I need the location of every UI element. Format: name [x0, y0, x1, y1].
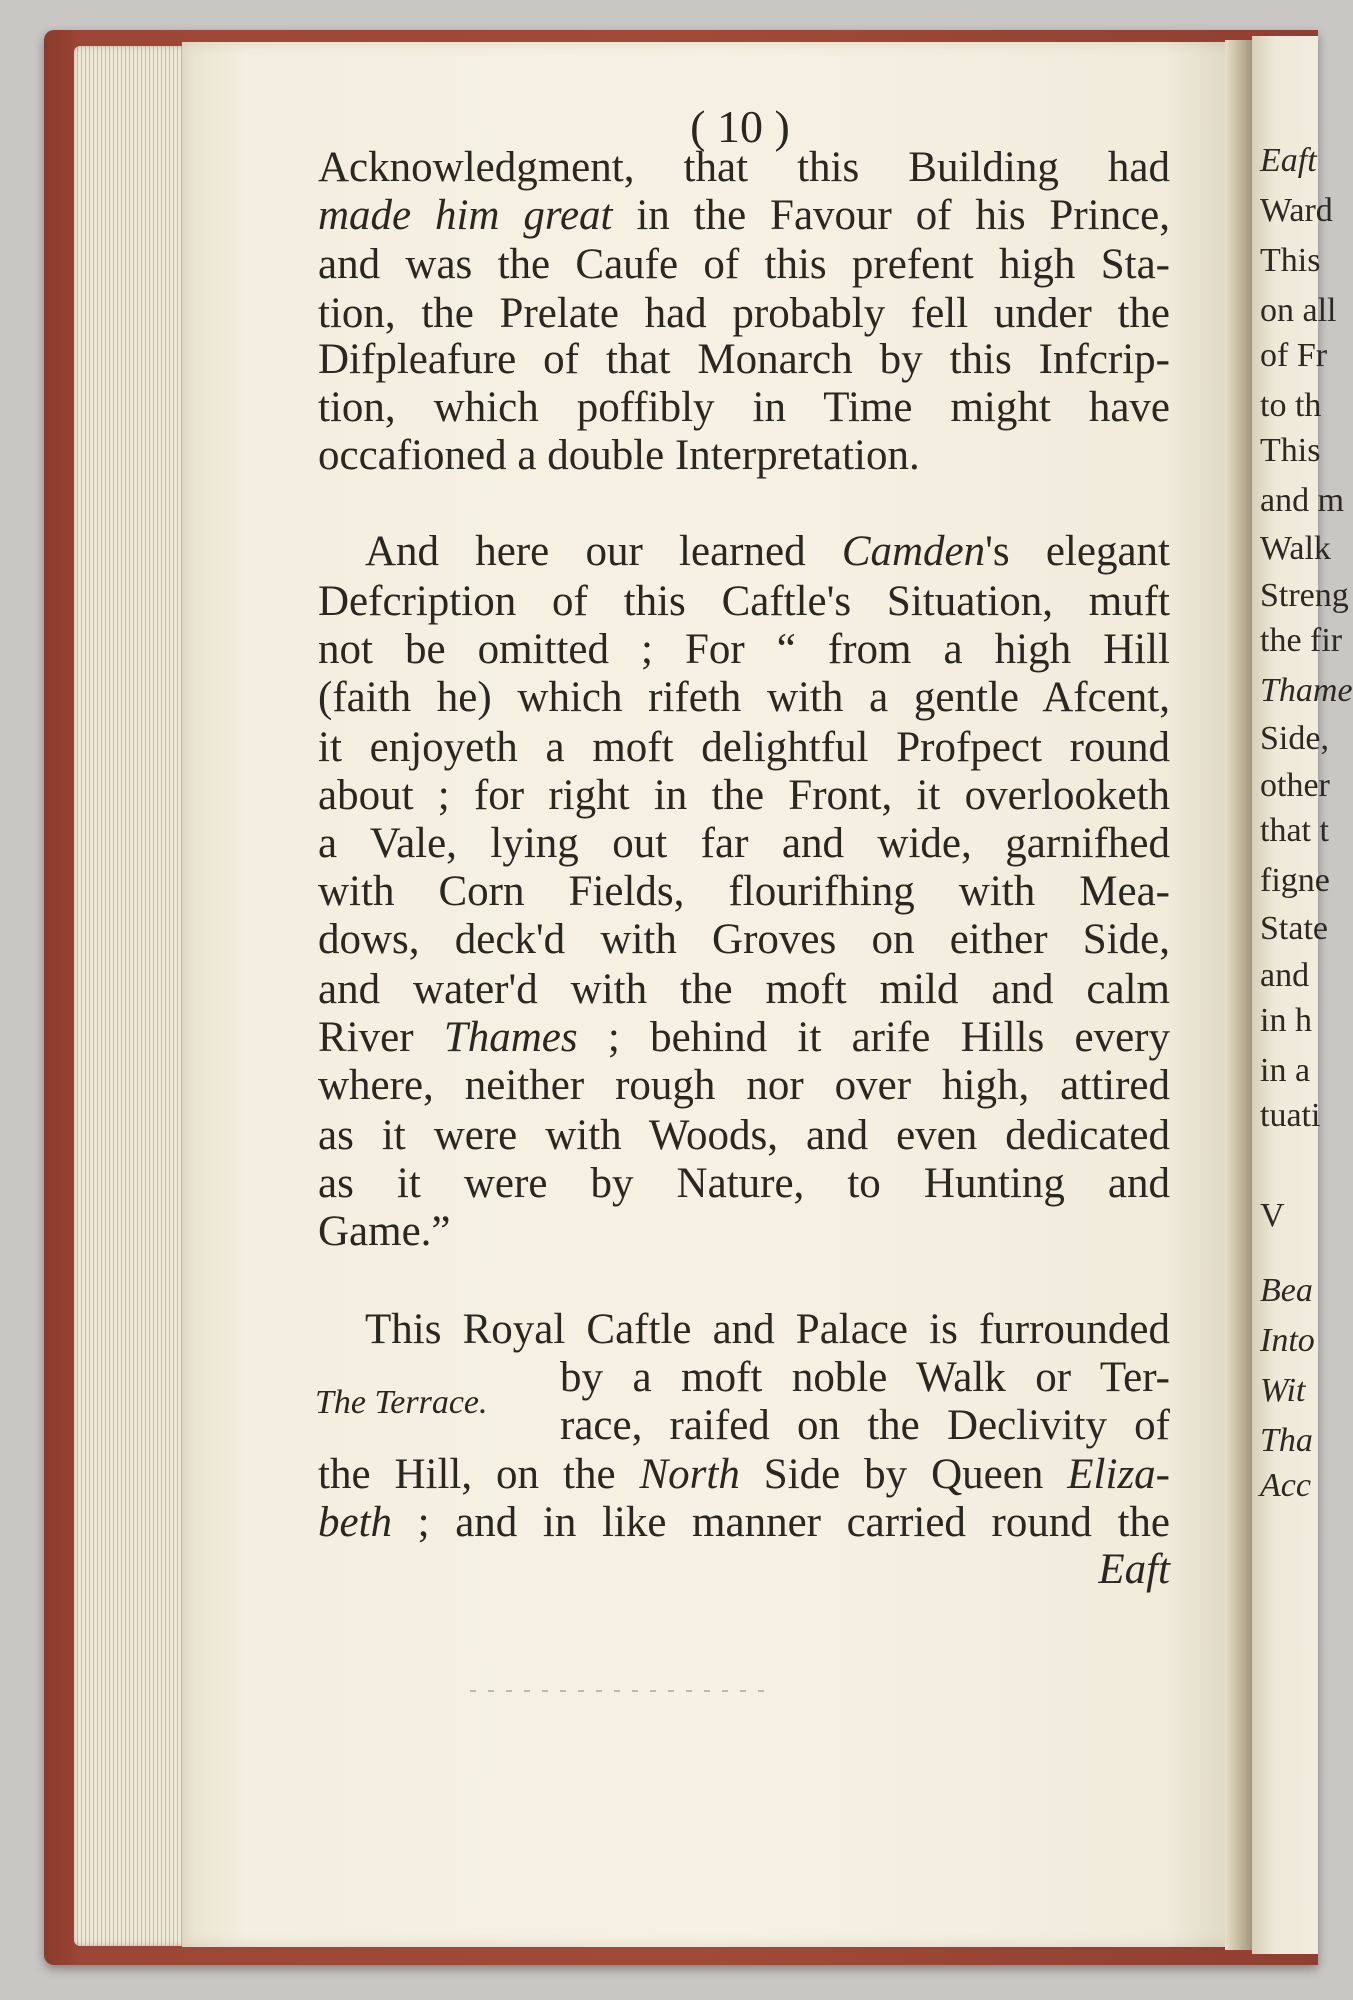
text-run: it enjoyeth a moft delightful Profpect round: [318, 724, 1170, 771]
text-line: [318, 916, 1170, 964]
facing-page-fragment: V: [1260, 1197, 1285, 1234]
text-run: Acknowledgment, that this Building had: [318, 144, 1170, 191]
facing-page-fragment: Bea: [1260, 1272, 1313, 1309]
facing-page-fragment: to th: [1260, 387, 1322, 424]
text-line: [318, 772, 1170, 820]
facing-page-fragment: of Fr: [1260, 337, 1328, 374]
text-run: And here our learned: [365, 528, 842, 575]
italic-text: Thames: [443, 1014, 578, 1061]
facing-page-fragment: other: [1260, 767, 1330, 804]
text-run: race, raifed on the Declivity of: [560, 1402, 1170, 1449]
text-run: about ; for right in the Front, it overlooketh: [318, 772, 1170, 819]
stray-ink-mark: [470, 1690, 770, 1692]
text-run: ; and in like manner carried round the: [392, 1499, 1170, 1546]
text-line: [365, 1306, 1170, 1354]
text-line: [318, 384, 1170, 432]
facing-page-fragment: the fir: [1260, 622, 1343, 659]
italic-text: beth: [318, 1499, 393, 1546]
text-line: [318, 1499, 1170, 1547]
facing-page-fragment: This: [1260, 242, 1321, 279]
text-run: as it were by Nature, to Hunting and: [318, 1160, 1170, 1207]
facing-page-fragment: Streng: [1260, 577, 1349, 614]
text-line: [560, 1402, 1170, 1450]
facing-page-fragment: in h: [1260, 1002, 1312, 1039]
facing-page-fragment: Wit: [1260, 1372, 1306, 1409]
text-line: [318, 626, 1170, 674]
text-run: dows, deck'd with Groves on either Side,: [318, 916, 1170, 963]
text-run: ; behind it arife Hills every: [577, 1014, 1170, 1061]
text-run: as it were with Woods, and even dedicated: [318, 1112, 1170, 1159]
facing-page-fragment: Ward: [1260, 192, 1333, 229]
text-line: [318, 820, 1170, 868]
facing-page: [1252, 36, 1353, 1954]
text-line: [318, 966, 1170, 1014]
text-run: tion, the Prelate had probably fell under the: [318, 290, 1170, 337]
text-line: [318, 1062, 1170, 1110]
text-line: [318, 674, 1170, 722]
text-run: River: [318, 1014, 444, 1061]
text-line: [318, 241, 1170, 289]
text-line: [318, 290, 1170, 338]
facing-page-fragment: State: [1260, 910, 1328, 947]
italic-text: Camden: [841, 528, 986, 575]
text-line: [318, 724, 1170, 772]
text-run: This Royal Caftle and Palace is furrounded: [365, 1306, 1170, 1353]
facing-page-fragment: and m: [1260, 482, 1345, 519]
facing-page-fragment: Tha: [1260, 1422, 1313, 1459]
text-line: [318, 1014, 1170, 1062]
facing-page-fragment: Side,: [1260, 720, 1329, 757]
facing-page-fragment: figne: [1260, 862, 1330, 899]
text-run: Game.”: [318, 1208, 451, 1255]
italic-text: made him great: [318, 192, 613, 239]
text-line: [318, 336, 1170, 384]
page-number: ( 10 ): [690, 101, 790, 152]
facing-page-fragment: Walk: [1260, 530, 1331, 567]
facing-page-fragment: tuati: [1260, 1097, 1321, 1134]
margin-note: The Terrace.: [315, 1384, 488, 1421]
text-run: and was the Caufe of this prefent high Sta-: [318, 241, 1170, 288]
text-run: not be omitted ; For “ from a high Hill: [318, 626, 1170, 673]
text-run: where, neither rough nor over high, attired: [318, 1062, 1170, 1109]
facing-page-fragment: that t: [1260, 812, 1329, 849]
text-run: occafioned a double Interpretation.: [318, 432, 920, 479]
text-run: tion, which poffibly in Time might have: [318, 384, 1170, 431]
text-run: in the Favour of his Prince,: [612, 192, 1171, 239]
facing-page-fragment: and: [1260, 957, 1310, 994]
text-line: [318, 578, 1170, 626]
text-run: the Hill, on the: [318, 1451, 640, 1498]
text-run: and water'd with the moft mild and calm: [318, 966, 1170, 1013]
text-run: with Corn Fields, flourifhing with Mea-: [318, 868, 1170, 915]
facing-page-fragment: on all: [1260, 292, 1337, 329]
text-run: Difpleafure of that Monarch by this Infcrip-: [318, 336, 1170, 383]
text-line: [318, 1112, 1170, 1160]
text-line: [318, 868, 1170, 916]
facing-page-fragment: Acc: [1260, 1467, 1311, 1504]
text-line: [318, 144, 1170, 192]
text-run: (faith he) which rifeth with a gentle Afcent,: [318, 674, 1170, 721]
page-edges: [74, 46, 186, 1946]
facing-page-fragment: Into: [1260, 1322, 1315, 1359]
text-run: Side by Queen: [739, 1451, 1068, 1498]
facing-page-fragment: Eaft: [1260, 142, 1317, 179]
text-run: a Vale, lying out far and wide, garnifhed: [318, 820, 1170, 867]
text-run: 's elegant: [985, 528, 1171, 575]
text-line: [318, 1451, 1170, 1499]
text-line: [560, 1354, 1170, 1402]
italic-text: North: [639, 1451, 740, 1498]
text-line: [365, 528, 1170, 576]
text-line: [318, 192, 1170, 240]
text-line: [318, 1160, 1170, 1208]
facing-page-fragment: This: [1260, 432, 1321, 469]
facing-page-fragment: Thame: [1260, 672, 1353, 709]
text-run: by a moft noble Walk or Ter-: [560, 1354, 1170, 1401]
facing-page-fragment: in a: [1260, 1052, 1311, 1089]
text-line: [318, 432, 1170, 480]
text-run: Defcription of this Caftle's Situation, muft: [318, 578, 1170, 625]
text-line: [318, 1208, 1170, 1256]
italic-text: Eliza-: [1067, 1451, 1170, 1498]
italic-text: Eaft: [1098, 1546, 1170, 1593]
text-line: [318, 1546, 1170, 1594]
